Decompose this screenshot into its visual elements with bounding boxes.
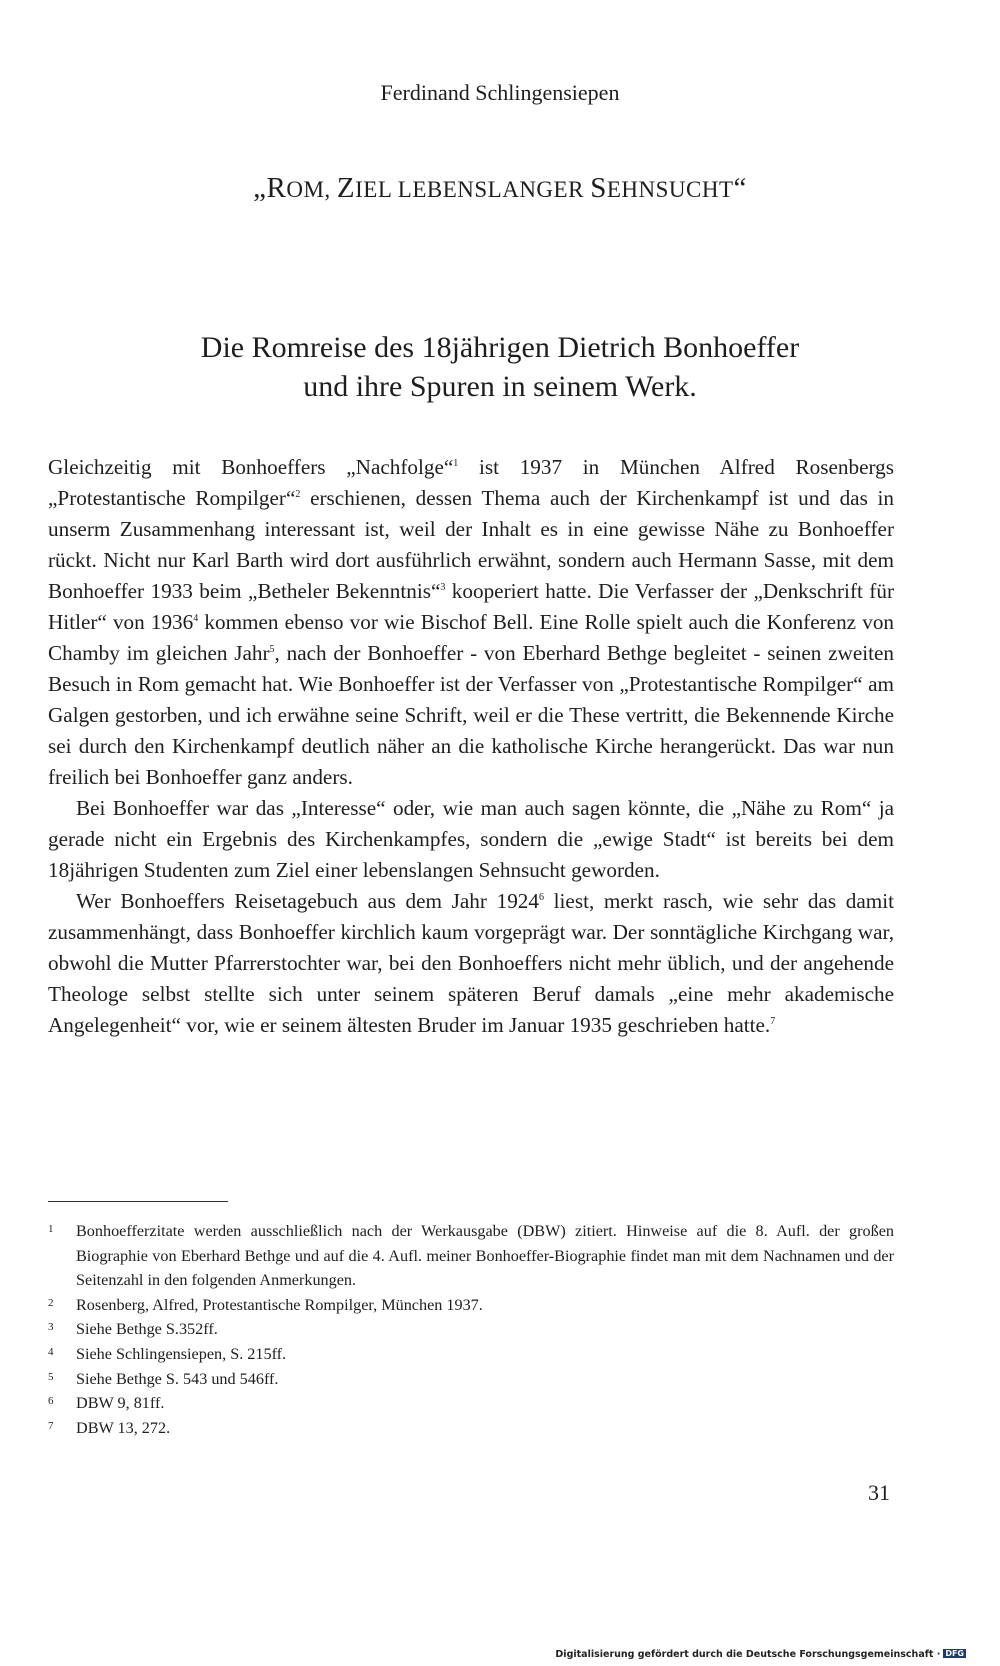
footnote-ref-4: 4 xyxy=(193,613,199,624)
article-subtitle xyxy=(0,328,1000,406)
title-smallcaps-iel: IEL LEBENSLANGER xyxy=(355,177,591,202)
footnote-number: 2 xyxy=(48,1296,54,1309)
subtitle-line-2: und ihre Spuren in seinem Werk. xyxy=(303,370,697,403)
paragraph-1-text-a: Gleichzeitig mit Bonhoeffers „Nachfolge“ xyxy=(48,455,454,479)
footnote-ref-1: 1 xyxy=(453,458,459,469)
footnote xyxy=(48,1219,894,1293)
paragraph-1-text-f: , nach der Bonhoeffer - von Eberhard Bethge begleitet - seinen zweiten Besuch in Rom gemacht hat. Wie Bonhoeffer ist der Verfasser von „Protestantische Rompilger“ am Galgen gestorben, und ich erwähne seine Schrift, weil er die These vertritt, die Bekennende Kirche sei durch den Kirchenkampf deutlich näher an die katholische Kirche herangerückt. Das war nun freilich bei Bonhoeffer ganz anders. xyxy=(48,641,894,789)
footnote-number: 1 xyxy=(48,1223,54,1235)
title-cap-z: Z xyxy=(336,172,356,204)
footnote-ref-3: 3 xyxy=(440,582,446,593)
footnote-number: 7 xyxy=(48,1419,54,1432)
paragraph-3 xyxy=(48,886,894,1041)
dfg-logo: DFG xyxy=(945,1649,964,1658)
title-quote-close: “ xyxy=(733,172,747,204)
footnote-number: 3 xyxy=(48,1321,54,1334)
title-cap-r: R xyxy=(266,172,287,204)
footnote-text: Siehe Bethge S. 543 und 546ff. xyxy=(76,1369,279,1388)
footnote-separator xyxy=(48,1201,228,1202)
footnote-number: 5 xyxy=(48,1370,54,1383)
footnote-ref-6: 6 xyxy=(538,892,544,903)
footnote-text: Siehe Bethge S.352ff. xyxy=(76,1320,218,1339)
footnote-text: Bonhoefferzitate werden ausschließlich nach der Werkausgabe (DBW) zitiert. Hinweise auf die 8. Aufl. der großen Biographie von Eberhard Bethge und auf die 4. Aufl. meiner Bonhoeffer-Biographie findet man mit dem Nachnamen und der Seitenzahl in den folgenden Anmerkungen. xyxy=(76,1222,894,1290)
footnote-ref-5: 5 xyxy=(269,644,275,655)
title-smallcaps-om: OM, xyxy=(286,177,337,202)
footnote-number: 6 xyxy=(48,1395,54,1408)
footnotes xyxy=(48,1219,894,1440)
footnote-text: Siehe Schlingensiepen, S. 215ff. xyxy=(76,1344,287,1363)
title-smallcaps-ehnsucht: EHNSUCHT xyxy=(606,177,734,202)
article-title xyxy=(0,172,1000,205)
footnote xyxy=(48,1293,894,1318)
paragraph-1-text-b: ist 1937 in München Alfred Rosenbergs „Protestantische Rompilger“ xyxy=(48,455,894,510)
footnote-text: Rosenberg, Alfred, Protestantische Rompilger, München 1937. xyxy=(76,1295,483,1314)
title-quote-open: „ xyxy=(253,172,267,204)
paragraph-1 xyxy=(48,452,894,793)
footnote xyxy=(48,1391,894,1416)
paragraph-3-text-a: Wer Bonhoeffers Reisetagebuch aus dem Jahr 1924 xyxy=(76,889,539,913)
credit-text: Digitalisierung gefördert durch die Deutsche Forschungsgemeinschaft · xyxy=(555,1649,941,1660)
body-text xyxy=(48,452,894,1041)
title-cap-s: S xyxy=(590,172,607,204)
paragraph-1-text-e: kommen ebenso vor wie Bischof Bell. Eine Rolle spielt auch die Konferenz von Chamby im gleichen Jahr xyxy=(48,610,895,665)
footnote xyxy=(48,1416,894,1441)
paragraph-2: Bei Bonhoeffer war das „Interesse“ oder, wie man auch sagen könnte, die „Nähe zu Rom“ ja gerade nicht ein Ergebnis des Kirchenkampfes, sondern die „ewige Stadt“ ist bereits bei dem 18jährigen Studenten zum Ziel einer lebenslangen Sehnsucht geworden. xyxy=(48,796,894,882)
page-number: 31 xyxy=(868,1480,890,1505)
digitization-credit xyxy=(555,1649,966,1660)
footnote xyxy=(48,1317,894,1342)
paragraph-1-text-d: kooperiert hatte. Die Verfasser der „Denkschrift für Hitler“ von 1936 xyxy=(48,579,894,634)
paragraph-1-text-c: erschienen, dessen Thema auch der Kirchenkampf ist und das in unserm Zusammenhang interessant ist, weil der Inhalt es in eine gewisse Nähe zu Bonhoeffer rückt. Nicht nur Karl Barth wird dort ausführlich erwähnt, sondern auch Hermann Sasse, mit dem Bonhoeffer 1933 beim „Betheler Bekenntnis“ xyxy=(48,486,895,603)
footnote-ref-7: 7 xyxy=(770,1016,776,1027)
paragraph-3-text-b: liest, merkt rasch, wie sehr das damit zusammenhängt, dass Bonhoeffer kirchlich kaum vorgeprägt war. Der sonntägliche Kirchgang war, obwohl die Mutter Pfarrerstochter war, bei den Bonhoeffers nicht mehr üblich, und der angehende Theologe selbst stellte sich unter seinem späteren Beruf damals „eine mehr akademische Angelegenheit“ vor, wie er seinem ältesten Bruder im Januar 1935 geschrieben hatte. xyxy=(48,889,894,1037)
footnote-text: DBW 9, 81ff. xyxy=(76,1394,165,1413)
footnote xyxy=(48,1342,894,1367)
author-name: Ferdinand Schlingensiepen xyxy=(380,80,620,105)
footnote-number: 4 xyxy=(48,1345,54,1358)
subtitle-line-1: Die Romreise des 18jährigen Dietrich Bonhoeffer xyxy=(200,331,800,364)
footnote-ref-2: 2 xyxy=(295,489,301,500)
footnote xyxy=(48,1367,894,1392)
footnote-text: DBW 13, 272. xyxy=(76,1418,171,1437)
